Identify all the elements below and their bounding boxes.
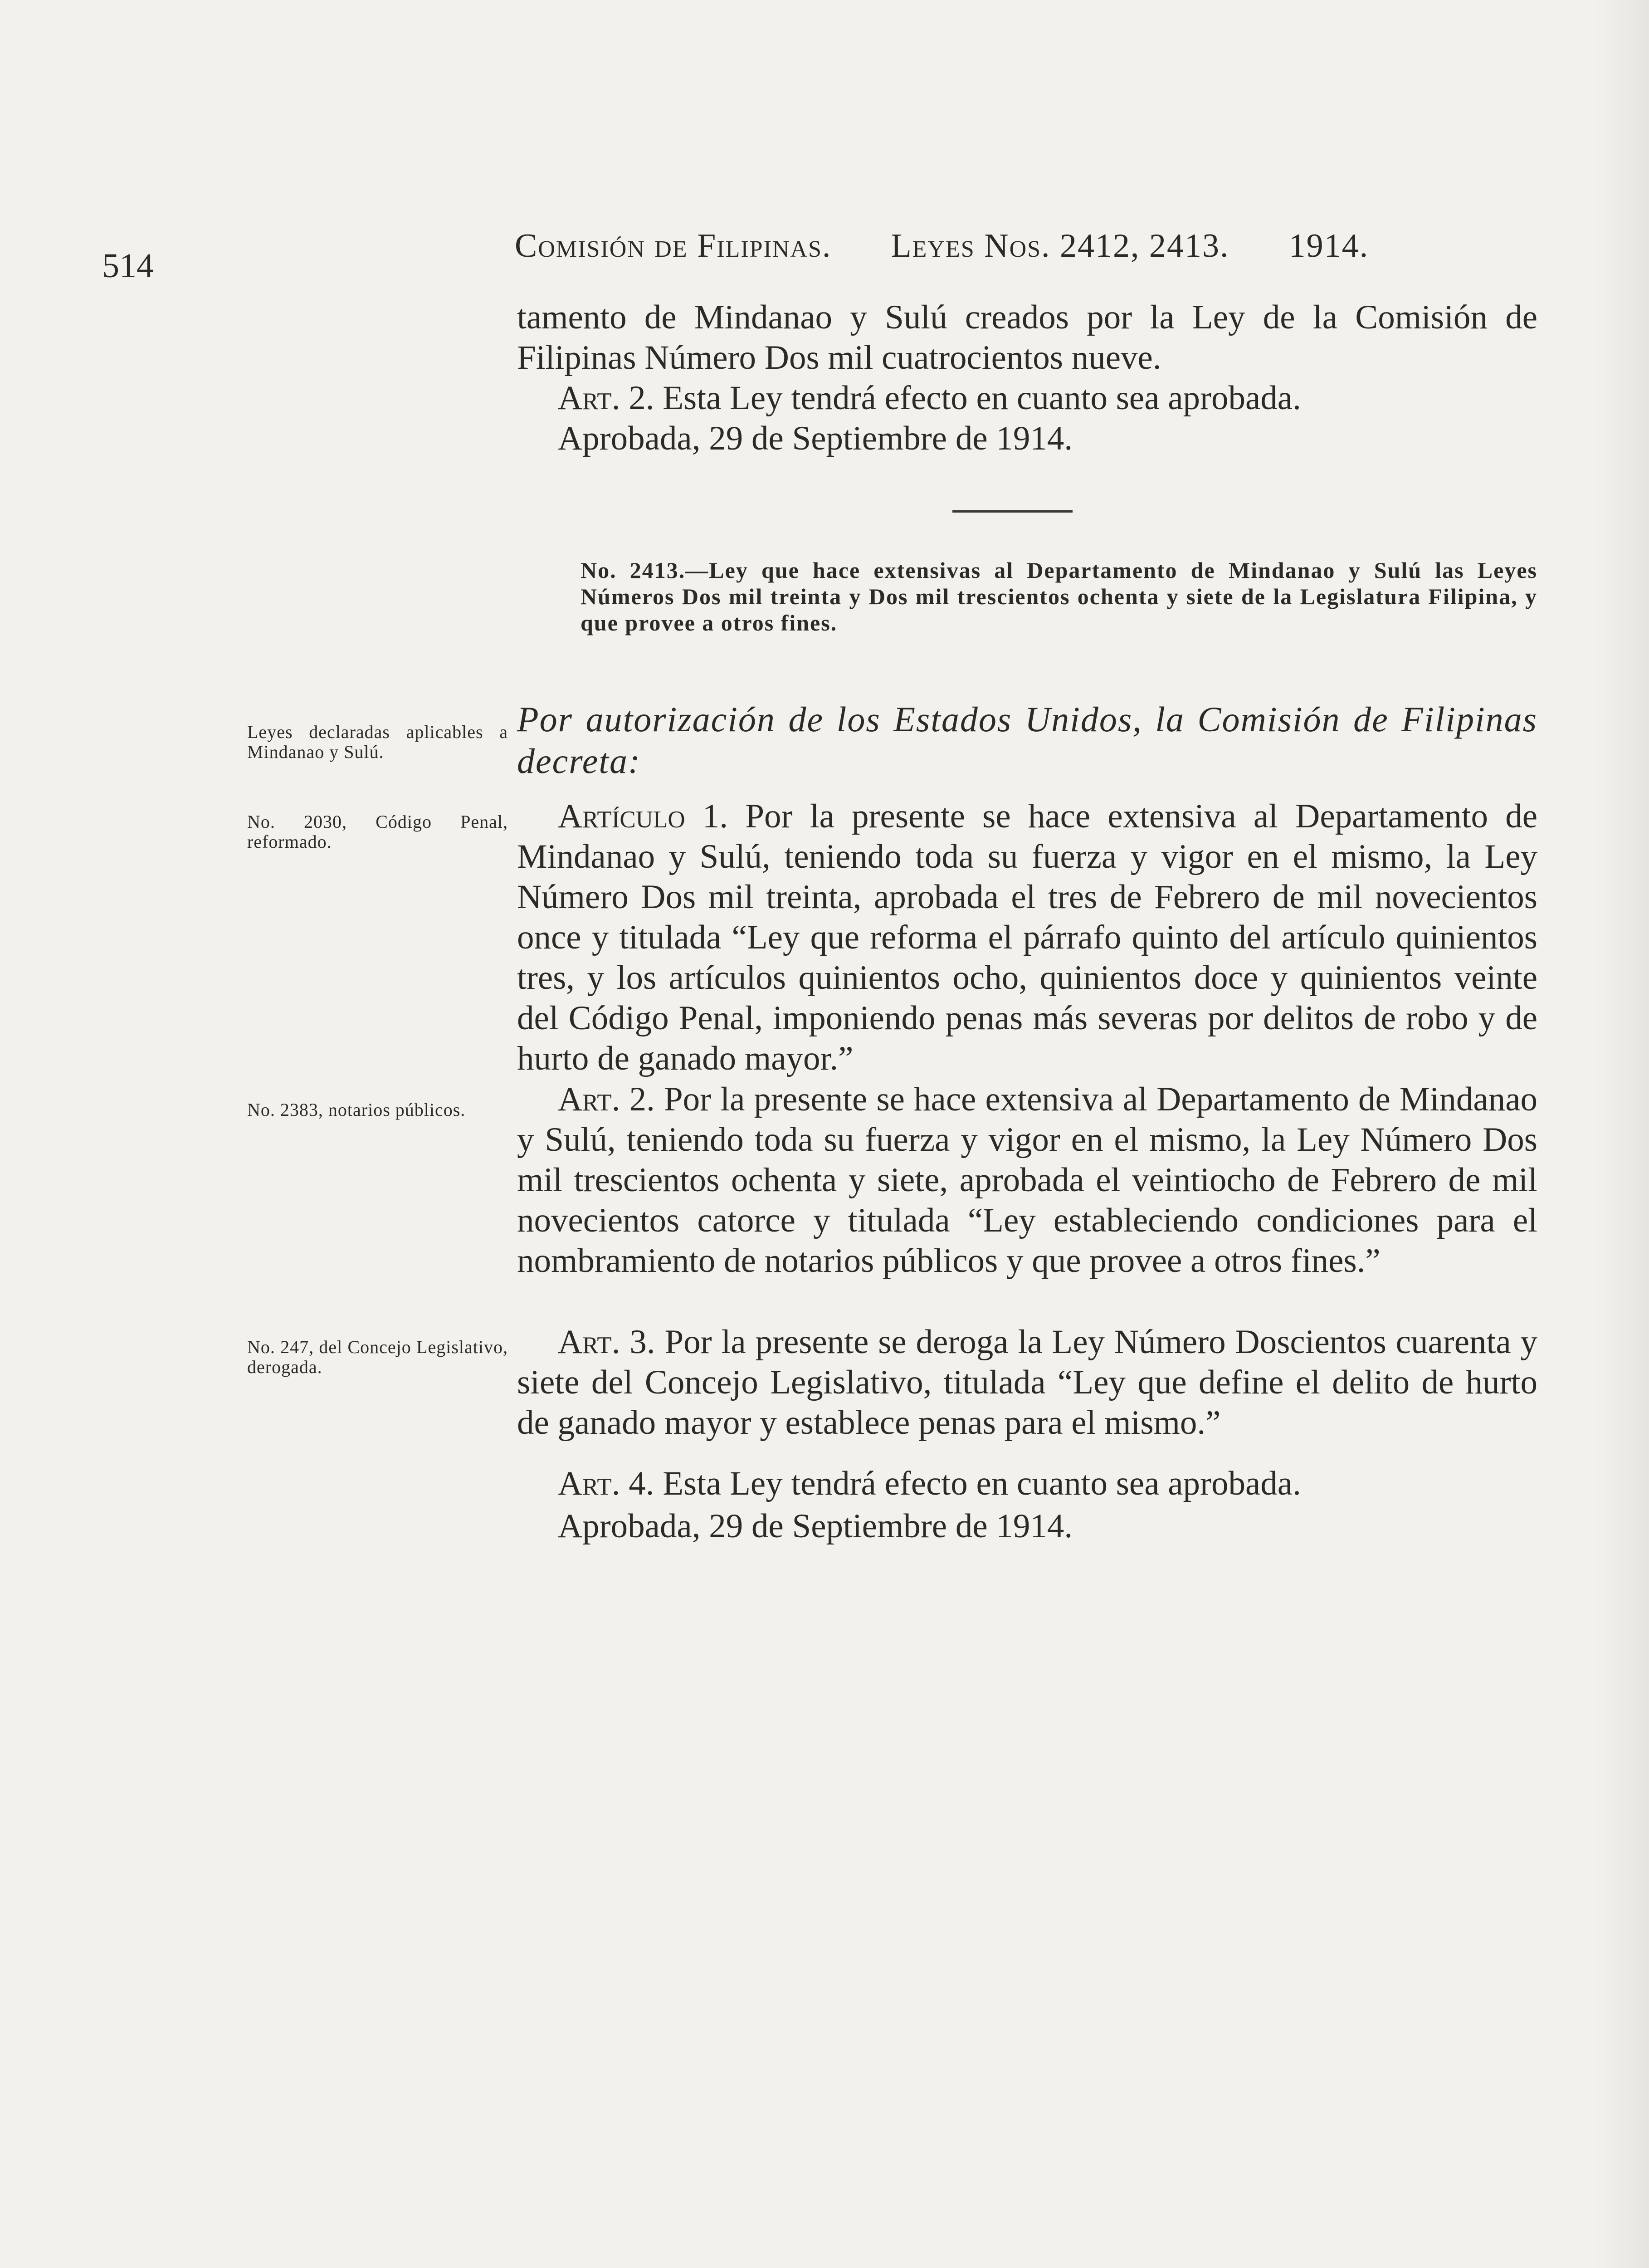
- article-1: [517, 796, 1537, 1079]
- article-4: [517, 1463, 1537, 1504]
- article-4-text: Esta Ley tendrá efecto en cuanto sea aprobada.: [663, 1465, 1301, 1502]
- page-number: 514: [102, 247, 154, 285]
- article-4-label: Art. 4.: [558, 1465, 654, 1502]
- law-approval-date: Aprobada, 29 de Septiembre de 1914.: [558, 1507, 1073, 1545]
- margin-note-penal-code: No. 2030, Código Penal, reformado.: [247, 811, 508, 852]
- previous-law-article-2-label: Art. 2.: [558, 379, 654, 417]
- running-head-publisher: Comisión de Filipinas.: [515, 227, 832, 264]
- enacting-clause: Por autorización de los Estados Unidos, la Comisión de Filipinas decreta:: [517, 699, 1537, 781]
- article-3-label: Art. 3.: [558, 1323, 655, 1361]
- section-divider-rule: [952, 510, 1073, 513]
- margin-note-legislative-council: No. 247, del Concejo Legislativo, derogada.: [247, 1337, 508, 1377]
- previous-law-article-2: [517, 378, 1537, 418]
- running-head-laws: Leyes Nos. 2412, 2413.: [891, 227, 1229, 264]
- running-head-year: 1914.: [1288, 227, 1369, 264]
- article-1-label: Artículo 1.: [558, 797, 728, 835]
- margin-note-laws-applicable: Leyes declaradas aplicables a Mindanao y Sulú.: [247, 722, 508, 762]
- previous-law-approval-date: Aprobada, 29 de Septiembre de 1914.: [558, 420, 1073, 457]
- article-2-text: Por la presente se hace extensiva al Departamento de Mindanao y Sulú, teniendo toda su fuerza y vigor en el mismo, la Ley Número Dos mil trescientos ochenta y siete, aprobada el veintiocho de Febrero de mil novecientos catorce y titulada “Ley estableciendo condiciones para el nombramiento de notarios públicos y que provee a otros fines.”: [517, 1080, 1537, 1280]
- article-2: [517, 1079, 1537, 1281]
- margin-note-notaries: No. 2383, notarios públicos.: [247, 1100, 466, 1120]
- law-heading: No. 2413.—Ley que hace extensivas al Departamento de Mindanao y Sulú las Leyes Números Dos mil treinta y Dos mil trescientos ochenta y siete de la Legislatura Filipina, y que provee a otros fines.: [581, 557, 1537, 635]
- previous-law-continuation: tamento de Mindanao y Sulú creados por la Ley de la Comisión de Filipinas Número Dos mil cuatrocientos nueve.: [517, 298, 1537, 376]
- article-1-text: Por la presente se hace extensiva al Departamento de Mindanao y Sulú, teniendo toda su fuerza y vigor en el mismo, la Ley Número Dos mil treinta, aprobada el tres de Febrero de mil novecientos once y titulada “Ley que reforma el párrafo quinto del artículo quinientos tres, y los artículos quinientos ocho, quinientos doce y quinientos veinte del Código Penal, imponiendo penas más severas por delitos de robo y de hurto de ganado mayor.”: [517, 797, 1537, 1077]
- previous-law-article-2-text: Esta Ley tendrá efecto en cuanto sea aprobada.: [663, 379, 1301, 417]
- article-3-text: Por la presente se deroga la Ley Número Doscientos cuarenta y siete del Concejo Legislativo, titulada “Ley que define el delito de hurto de ganado mayor y establece penas para el mismo.”: [517, 1323, 1537, 1442]
- page-edge-shadow: [1595, 0, 1649, 2268]
- article-3: [517, 1322, 1537, 1443]
- article-2-label: Art. 2.: [558, 1080, 655, 1118]
- running-head: [515, 227, 1503, 265]
